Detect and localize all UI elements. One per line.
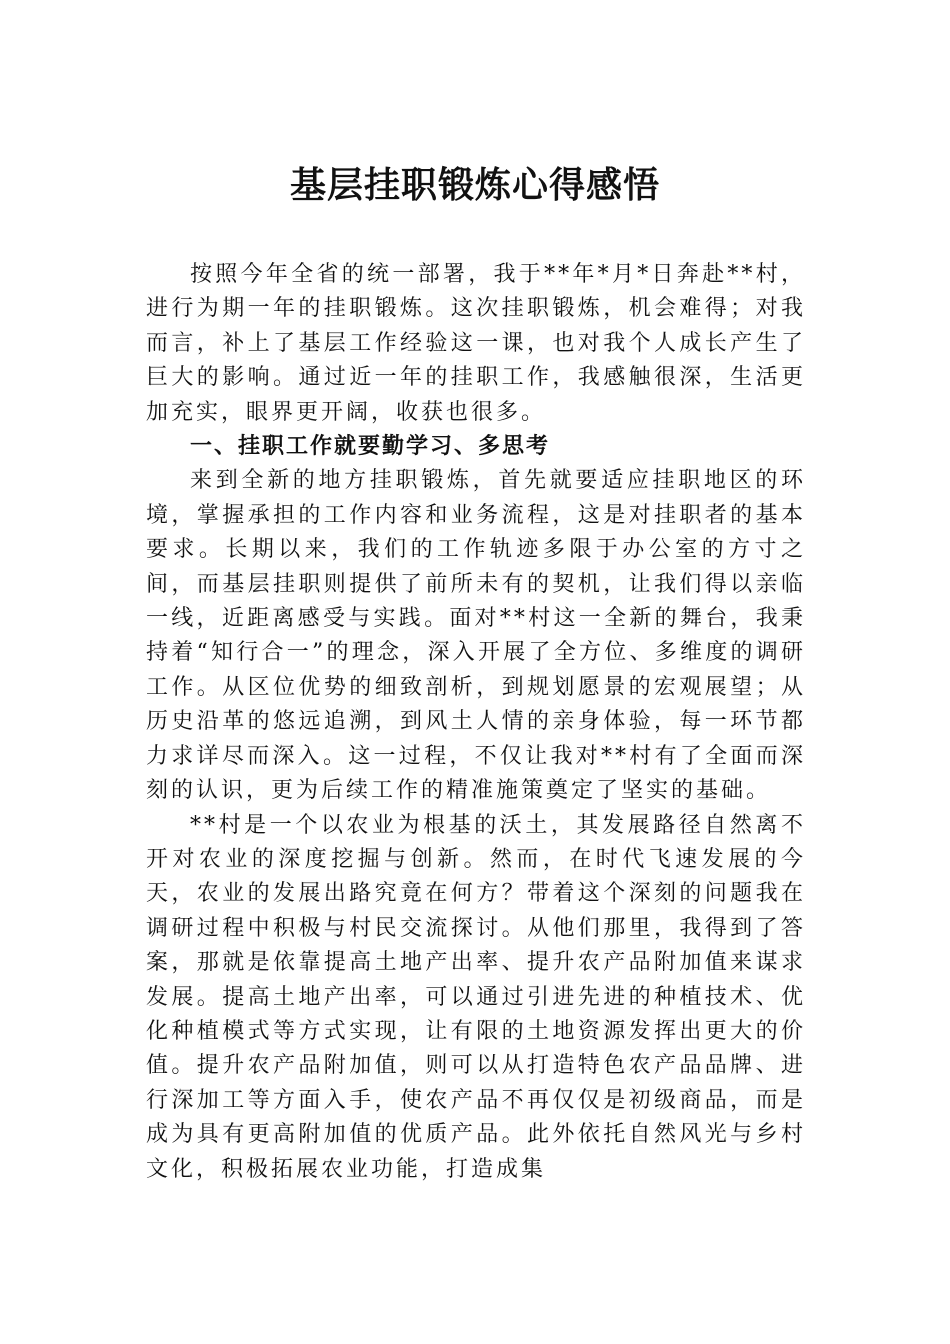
section-heading-1: 一、挂职工作就要勤学习、多思考 (190, 434, 551, 460)
document-body (146, 258, 806, 1187)
body-paragraph-1: 来到全新的地方挂职锻炼，首先就要适应挂职地区的环境，掌握承担的工作内容和业务流程，这是对挂职者的基本要求。长期以来，我们的工作轨迹多限于办公室的方寸之间，而基层挂职则提供了前所未有的契机，让我们得以亲临一线，近距离感受与实践。面对**村这一全新的舞台，我秉持着“知行合一”的理念，深入开展了全方位、多维度的调研工作。从区位优势的细致剖析，到规划愿景的宏观展望；从历史沿革的悠远追溯，到风土人情的亲身体验，每一环节都力求详尽而深入。这一过程，不仅让我对**村有了全面而深刻的认识，更为后续工作的精准施策奠定了坚实的基础。 (146, 468, 806, 804)
body-paragraph-2: **村是一个以农业为根基的沃土，其发展路径自然离不开对农业的深度挖掘与创新。然而，在时代飞速发展的今天，农业的发展出路究竟在何方？带着这个深刻的问题我在调研过程中积极与村民交流探讨。从他们那里，我得到了答案，那就是依靠提高土地产出率、提升农产品附加值来谋求发展。提高土地产出率，可以通过引进先进的种植技术、优化种植模式等方式实现，让有限的土地资源发挥出更大的价值。提升农产品附加值，则可以从打造特色农产品品牌、进行深加工等方面入手，使农产品不再仅仅是初级商品，而是成为具有更高附加值的优质产品。此外依托自然风光与乡村文化，积极拓展农业功能，打造成集 (146, 812, 806, 1182)
intro-paragraph: 按照今年全省的统一部署，我于**年*月*日奔赴**村，进行为期一年的挂职锻炼。这次挂职锻炼，机会难得；对我而言，补上了基层工作经验这一课，也对我个人成长产生了巨大的影响。通过近一年的挂职工作，我感触很深，生活更加充实，眼界更开阔，收获也很多。 (146, 262, 806, 425)
document-title: 基层挂职锻炼心得感悟 (289, 164, 660, 206)
